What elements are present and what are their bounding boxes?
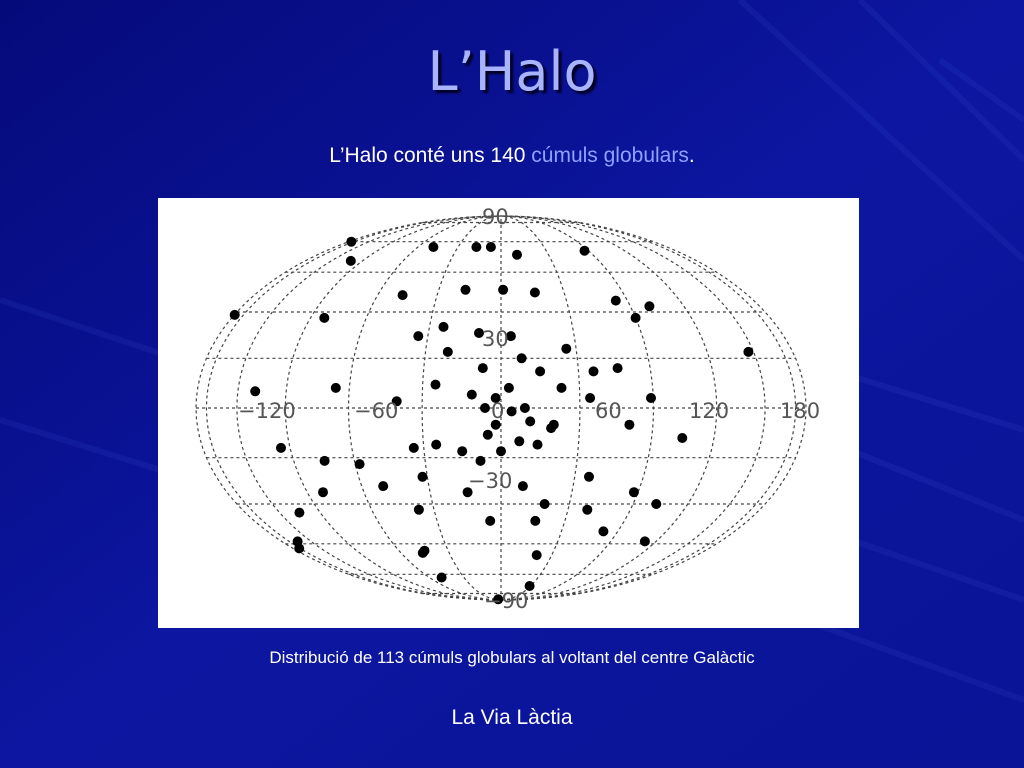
globular-cluster-point [320, 456, 330, 466]
globular-cluster-point [533, 440, 543, 450]
globular-cluster-point [677, 433, 687, 443]
globular-cluster-point [557, 383, 567, 393]
globular-cluster-point [471, 242, 481, 252]
globular-cluster-point [378, 481, 388, 491]
globular-cluster-point [276, 443, 286, 453]
tick-label-lon-120: 120 [689, 399, 730, 423]
globular-cluster-point [540, 499, 550, 509]
subtitle-period: . [688, 144, 695, 167]
globular-cluster-point [486, 242, 496, 252]
globular-cluster-point [512, 250, 522, 260]
globular-cluster-point [530, 516, 540, 526]
globular-cluster-point [418, 548, 428, 558]
globular-cluster-point [498, 285, 508, 295]
globular-cluster-point [443, 347, 453, 357]
globular-cluster-point [535, 366, 545, 376]
globular-cluster-point [355, 459, 365, 469]
globular-cluster-point [409, 443, 419, 453]
globular-cluster-point [331, 383, 341, 393]
globular-cluster-point [418, 472, 428, 482]
tick-label-lat-90: 90 [482, 205, 509, 229]
tick-label-lon-180: 180 [780, 399, 821, 423]
subtitle-text: L’Halo conté uns 140 [329, 144, 532, 167]
globular-cluster-point [507, 406, 517, 416]
globular-cluster-point [318, 487, 328, 497]
slide-title: L’Halo [427, 40, 597, 103]
tick-label-lon-60: 60 [595, 399, 622, 423]
globular-cluster-point [461, 285, 471, 295]
globular-cluster-point [230, 310, 240, 320]
globular-cluster-point [651, 499, 661, 509]
globular-cluster-point [457, 446, 467, 456]
globular-cluster-point [532, 550, 542, 560]
slide-footer: La Via Làctia [451, 706, 573, 729]
globular-cluster-point [743, 347, 753, 357]
globular-cluster-point [514, 436, 524, 446]
globular-cluster-point [476, 456, 486, 466]
globular-cluster-point [431, 380, 441, 390]
globular-cluster-point [585, 393, 595, 403]
globular-cluster-point [624, 420, 634, 430]
globular-cluster-point [414, 505, 424, 515]
globular-cluster-sky-map [158, 198, 859, 628]
globular-cluster-point [530, 288, 540, 298]
globular-cluster-point [294, 508, 304, 518]
globular-cluster-point [546, 423, 556, 433]
globular-cluster-point [431, 440, 441, 450]
tick-label-lat-30: 30 [482, 327, 509, 351]
globular-cluster-point [428, 242, 438, 252]
globular-cluster-point [646, 393, 656, 403]
globular-cluster-point [629, 487, 639, 497]
subtitle-link-globular-clusters[interactable]: cúmuls globulars [531, 144, 689, 167]
tick-label-lon-minus-120: −120 [238, 399, 296, 423]
globular-cluster-point [525, 416, 535, 426]
globular-cluster-point [485, 516, 495, 526]
globular-cluster-point [437, 573, 447, 583]
globular-cluster-point [439, 322, 449, 332]
globular-cluster-point [398, 290, 408, 300]
globular-cluster-point [250, 386, 260, 396]
tick-label-lon-minus-60: −60 [354, 399, 399, 423]
globular-cluster-point [496, 446, 506, 456]
globular-cluster-point [580, 246, 590, 256]
globular-cluster-point [517, 353, 527, 363]
globular-cluster-point [319, 313, 329, 323]
globular-cluster-point [613, 363, 623, 373]
globular-cluster-point [582, 505, 592, 515]
globular-cluster-point [598, 526, 608, 536]
globular-cluster-point [589, 366, 599, 376]
globular-cluster-point [346, 237, 356, 247]
globular-cluster-point [483, 430, 493, 440]
globular-cluster-point [584, 472, 594, 482]
globular-cluster-point [561, 344, 571, 354]
globular-cluster-point [478, 363, 488, 373]
globular-cluster-point [413, 331, 423, 341]
tick-label-lat-minus-30: −30 [468, 469, 513, 493]
globular-cluster-point [611, 296, 621, 306]
globular-cluster-point [346, 256, 356, 266]
globular-cluster-point [504, 383, 514, 393]
globular-cluster-point [640, 536, 650, 546]
globular-cluster-point [518, 481, 528, 491]
globular-cluster-point [293, 536, 303, 546]
figure-caption: Distribució de 113 cúmuls globulars al voltant del centre Galàctic [269, 648, 755, 667]
globular-cluster-point [480, 403, 490, 413]
tick-label-lon-0: 0 [491, 399, 505, 423]
sky-map-plot [158, 198, 859, 628]
globular-cluster-point [467, 390, 477, 400]
slide-subtitle [0, 144, 1024, 168]
globular-cluster-point [631, 313, 641, 323]
globular-cluster-point [644, 301, 654, 311]
globular-cluster-point [520, 403, 530, 413]
tick-label-lat-minus-90: −90 [484, 589, 529, 613]
